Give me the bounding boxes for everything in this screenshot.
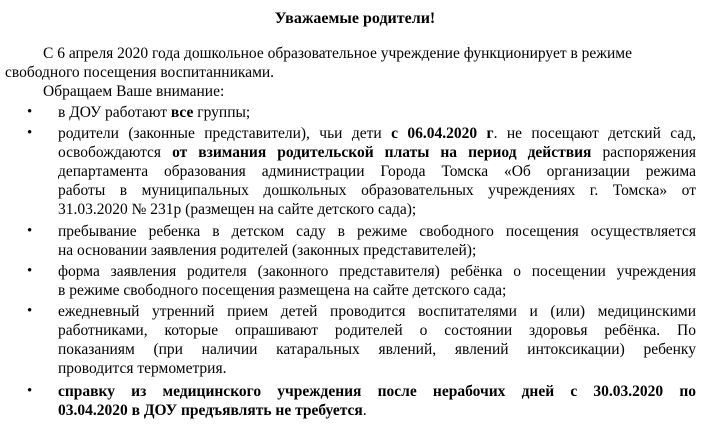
- bullet-icon: •: [27, 383, 33, 399]
- intro-line-3: Обращаем Ваше внимание:: [43, 83, 225, 100]
- item-text: в режиме свободного посещения размещена на сайте детского сада;: [58, 282, 507, 299]
- item-text: в ДОУ работают: [58, 104, 171, 121]
- item-text: пребывание ребенка в детском саду в режиме свободного посещения осуществляется: [58, 223, 696, 240]
- list-item-text: [58, 222, 696, 260]
- item-text: . не посещают детский сад,: [493, 125, 696, 142]
- bullet-icon: •: [27, 303, 33, 319]
- bullet-icon: •: [27, 263, 33, 279]
- item-text: работниками, которые опрашивают родителей о состоянии здоровья ребёнка. По: [58, 322, 696, 339]
- item-text: работы в муниципальных дошкольных образовательных учреждениях г. Томска» от: [58, 182, 696, 199]
- bullet-icon: •: [27, 223, 33, 239]
- item-text: родители (законные представители), чьи дети: [58, 125, 392, 142]
- item-text: департамента образования администрации Города Томска «Об организации режима: [58, 163, 696, 180]
- list-item-text: [58, 302, 696, 378]
- item-text: проводится термометрия.: [58, 360, 227, 377]
- list-item-text: [58, 382, 696, 420]
- intro-line-1: С 6 апреля 2020 года дошкольное образовательное учреждение функционирует в режиме: [43, 45, 632, 62]
- bullet-icon: •: [27, 104, 33, 120]
- item-text: .: [362, 402, 367, 419]
- item-text: распоряжения: [591, 144, 696, 161]
- item-text: показаниям (при наличии катаральных явлений, явлений интоксикации) ребенку: [58, 341, 696, 358]
- item-emphasis: от взимания родительской платы на период действия: [172, 144, 592, 161]
- list-item-text: [58, 262, 696, 300]
- bullet-icon: •: [27, 125, 33, 141]
- item-text: группы;: [193, 104, 251, 121]
- item-emphasis: 03.04.2020 в ДОУ предъявлять не требуется: [58, 402, 363, 419]
- item-text: 31.03.2020 № 231р (размещен на сайте детского сада);: [58, 201, 417, 218]
- list-item-text: [58, 124, 696, 219]
- item-text: форма заявления родителя (законного представителя) ребёнка о посещении учреждения: [58, 263, 696, 280]
- item-emphasis: справку из медицинского учреждения после нерабочих дней с 30.03.2020 по: [58, 383, 696, 400]
- list-item-text: [58, 103, 696, 122]
- item-text: на основании заявления родителей (законных представителей);: [58, 242, 477, 259]
- item-emphasis: с 06.04.2020 г: [391, 125, 494, 142]
- intro-line-2: свободного посещения воспитанниками.: [5, 64, 275, 81]
- notice-title: Уважаемые родители!: [274, 10, 436, 27]
- item-emphasis: все: [170, 104, 194, 121]
- item-text: ежедневный утренний прием детей проводится воспитателями и (или) медицинскими: [58, 303, 696, 320]
- item-text: освобождаются: [58, 144, 173, 161]
